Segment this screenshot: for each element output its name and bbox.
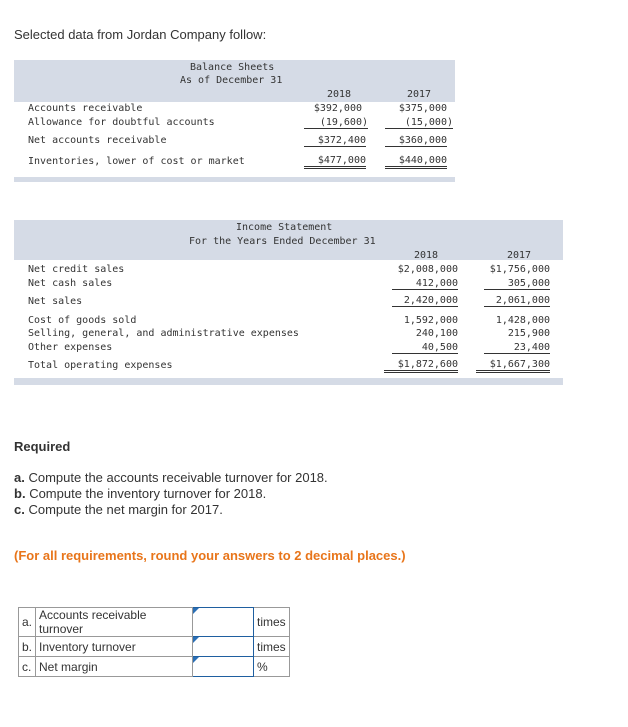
required-heading: Required xyxy=(14,439,71,454)
requirement-c-text: Compute the net margin for 2017. xyxy=(28,502,223,517)
bs-row-label: Inventories, lower of cost or market xyxy=(28,156,245,167)
is-col-2017: 2017 xyxy=(507,250,532,261)
is-row-2018: $1,872,600 xyxy=(384,359,458,373)
answer-unit: times xyxy=(254,637,290,657)
inventory-turnover-input[interactable] xyxy=(193,638,253,656)
is-row-2017: $1,667,300 xyxy=(476,359,550,373)
is-row-2017: 23,400 xyxy=(484,342,550,354)
is-row-2018: 1,592,000 xyxy=(403,315,458,326)
net-margin-input[interactable] xyxy=(193,658,253,676)
answer-row xyxy=(19,657,290,677)
is-row-2018: $2,008,000 xyxy=(397,264,458,275)
is-row-label: Selling, general, and administrative expenses xyxy=(28,328,299,339)
input-corner-marker xyxy=(193,657,199,663)
bs-row-2017: (15,000) xyxy=(385,117,453,129)
bs-row-2017: $440,000 xyxy=(385,155,447,169)
requirement-b-text: Compute the inventory turnover for 2018. xyxy=(29,486,267,501)
bs-row-label: Accounts receivable xyxy=(28,103,143,114)
income-statement-title: Income Statement xyxy=(236,222,333,233)
is-row-label: Other expenses xyxy=(28,342,113,353)
answer-label: Inventory turnover xyxy=(36,637,193,657)
input-corner-marker xyxy=(193,637,199,643)
accounts-receivable-turnover-input[interactable] xyxy=(193,613,253,631)
bs-row-label: Allowance for doubtful accounts xyxy=(28,117,215,128)
income-statement-subtitle: For the Years Ended December 31 xyxy=(189,236,376,247)
is-row-2017: 305,000 xyxy=(484,278,550,290)
answer-input-cell[interactable] xyxy=(193,657,254,677)
bs-row-2018: $477,000 xyxy=(304,155,366,169)
bs-row-2017: $360,000 xyxy=(385,135,447,147)
is-row-2018: 40,500 xyxy=(392,342,458,354)
answer-row xyxy=(19,608,290,637)
answer-input-cell[interactable] xyxy=(193,608,254,637)
bs-row-2018: $392,000 xyxy=(313,103,362,114)
bs-col-2017: 2017 xyxy=(407,89,432,100)
balance-sheet-title: Balance Sheets xyxy=(190,62,275,73)
intro-text: Selected data from Jordan Company follow: xyxy=(14,27,267,42)
is-row-label: Net credit sales xyxy=(28,264,125,275)
is-row-2017: $1,756,000 xyxy=(489,264,550,275)
answer-unit: times xyxy=(254,608,290,637)
answer-unit: % xyxy=(254,657,290,677)
bs-row-2018: (19,600) xyxy=(304,117,368,129)
bs-row-2017: $375,000 xyxy=(398,103,447,114)
requirement-b-letter: b. xyxy=(14,486,26,501)
input-corner-marker xyxy=(193,608,199,614)
is-row-2018: 412,000 xyxy=(392,278,458,290)
requirement-c xyxy=(14,502,223,517)
balance-sheet-subtitle: As of December 31 xyxy=(180,75,283,86)
is-row-label: Net cash sales xyxy=(28,278,113,289)
answer-row xyxy=(19,637,290,657)
requirement-a xyxy=(14,470,328,485)
requirement-b xyxy=(14,486,266,501)
answer-label: Accounts receivable turnover xyxy=(36,608,193,637)
is-row-2017: 215,900 xyxy=(507,328,550,339)
requirement-a-text: Compute the accounts receivable turnover for 2018. xyxy=(28,470,328,485)
is-row-label: Cost of goods sold xyxy=(28,315,137,326)
is-row-2018: 240,100 xyxy=(415,328,458,339)
is-row-label: Net sales xyxy=(28,296,83,307)
answer-letter: a. xyxy=(19,608,36,637)
rounding-instruction: (For all requirements, round your answers to 2 decimal places.) xyxy=(14,548,406,563)
answer-letter: b. xyxy=(19,637,36,657)
answer-label: Net margin xyxy=(36,657,193,677)
bs-row-2018: $372,400 xyxy=(304,135,366,147)
answer-input-cell[interactable] xyxy=(193,637,254,657)
bs-col-2018: 2018 xyxy=(327,89,352,100)
is-row-2018: 2,420,000 xyxy=(392,295,458,307)
bs-row-label: Net accounts receivable xyxy=(28,135,167,146)
answer-table xyxy=(18,607,290,677)
answer-letter: c. xyxy=(19,657,36,677)
is-col-2018: 2018 xyxy=(414,250,439,261)
is-row-label: Total operating expenses xyxy=(28,360,173,371)
is-row-2017: 2,061,000 xyxy=(484,295,550,307)
requirement-c-letter: c. xyxy=(14,502,25,517)
is-row-2017: 1,428,000 xyxy=(495,315,550,326)
requirement-a-letter: a. xyxy=(14,470,25,485)
